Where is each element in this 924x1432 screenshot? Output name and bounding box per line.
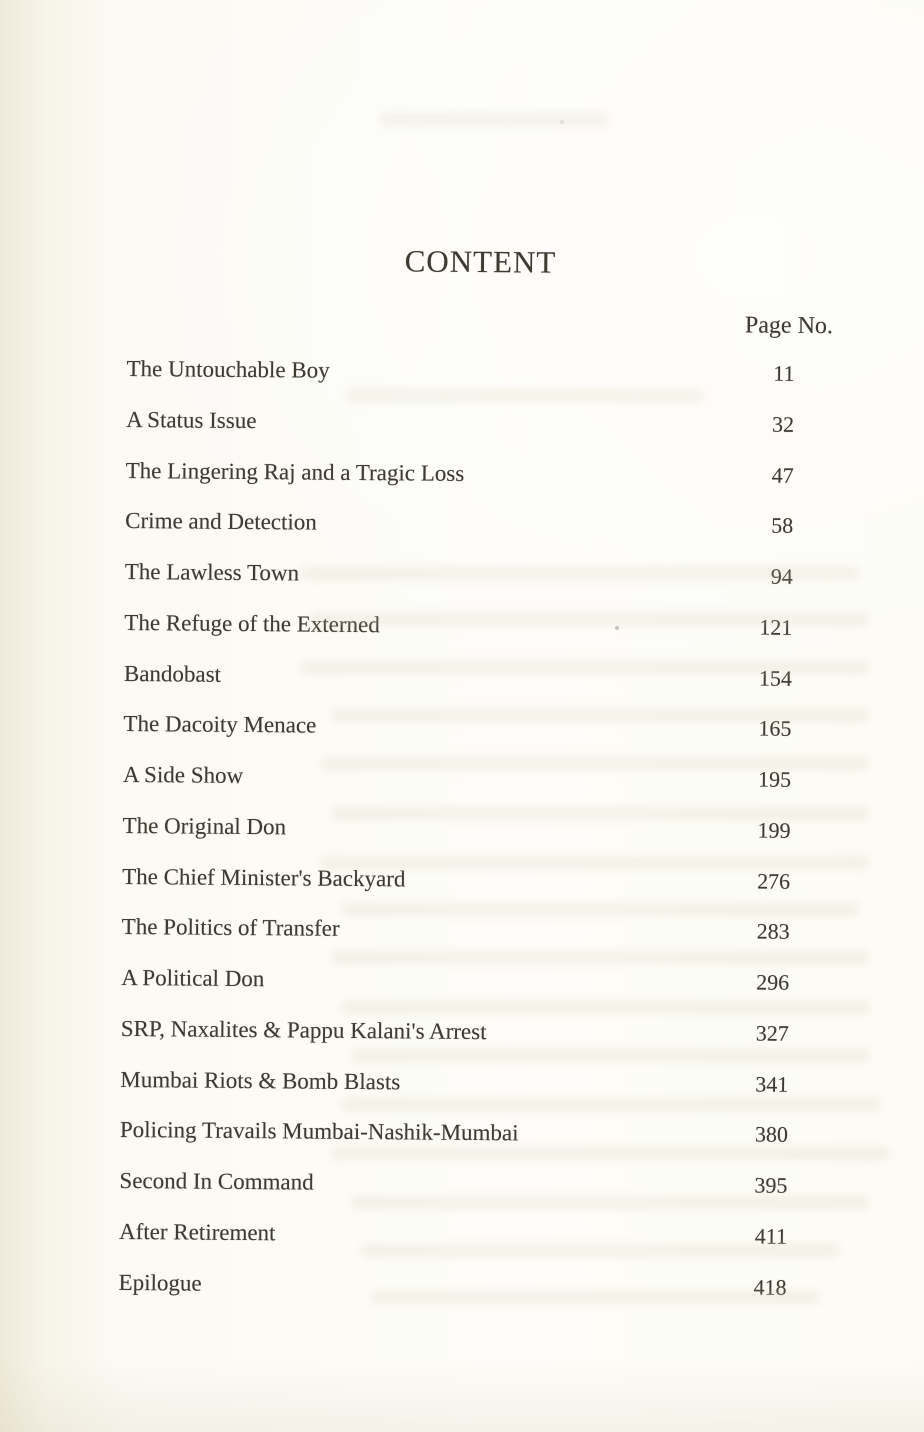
chapter-page-number: 154: [758, 665, 793, 691]
toc-entry: [124, 659, 830, 716]
chapter-title: The Original Don: [122, 812, 287, 840]
chapter-title: A Status Issue: [126, 406, 257, 433]
chapter-page-number: 327: [755, 1020, 789, 1046]
chapter-page-number: 411: [754, 1223, 788, 1249]
chapter-page-number: 283: [756, 918, 790, 945]
toc-entry: [124, 609, 830, 666]
toc-entry: [121, 913, 827, 970]
chapter-page-number: 11: [773, 360, 795, 386]
chapter-page-number: 380: [754, 1121, 789, 1148]
page-title: CONTENT: [404, 243, 557, 280]
chapter-title: A Political Don: [121, 964, 265, 992]
chapter-page-number: 395: [754, 1172, 788, 1198]
chapter-page-number: 341: [755, 1070, 789, 1097]
toc-entry: [124, 558, 830, 615]
chapter-title: The Politics of Transfer: [121, 914, 340, 942]
chapter-title: A Side Show: [122, 761, 244, 789]
toc-entry: [123, 710, 829, 767]
chapter-title: The Refuge of the Externed: [124, 609, 380, 637]
chapter-title: The Lawless Town: [124, 558, 300, 586]
toc-list: [118, 355, 832, 1325]
chapter-title: SRP, Naxalites & Pappu Kalani's Arrest: [120, 1015, 487, 1044]
chapter-title: The Untouchable Boy: [126, 355, 330, 383]
toc-entry: [119, 1167, 825, 1224]
chapter-title: Crime and Detection: [125, 508, 317, 535]
toc-entry: [120, 1065, 826, 1122]
toc-entry: [120, 1015, 826, 1072]
chapter-page-number: 276: [757, 867, 791, 894]
chapter-title: The Dacoity Menace: [123, 711, 317, 738]
toc-entry: [125, 507, 831, 564]
chapter-page-number: 296: [756, 969, 790, 995]
toc-entry: [120, 1116, 826, 1173]
toc-entry: [121, 964, 827, 1021]
chapter-page-number: 195: [757, 766, 792, 792]
toc-entry: [122, 812, 828, 869]
chapter-page-number: 165: [758, 715, 792, 742]
toc-entry: [126, 355, 832, 412]
toc-entry: [122, 862, 828, 919]
chapter-page-number: 32: [772, 411, 795, 437]
chapter-title: The Chief Minister's Backyard: [122, 863, 406, 891]
chapter-title: Epilogue: [118, 1269, 202, 1296]
chapter-title: Policing Travails Mumbai-Nashik-Mumbai: [119, 1117, 519, 1146]
toc-entry: [118, 1268, 824, 1325]
chapter-page-number: 199: [757, 817, 791, 843]
chapter-page-number: 418: [753, 1273, 787, 1300]
toc-entry: [119, 1218, 825, 1275]
toc-entry: [123, 761, 829, 818]
chapter-title: The Lingering Raj and a Tragic Loss: [125, 457, 465, 486]
toc-entry: [126, 406, 832, 463]
chapter-title: After Retirement: [118, 1218, 276, 1246]
chapter-title: Second In Command: [119, 1167, 314, 1195]
chapter-title: Mumbai Riots & Bomb Blasts: [120, 1066, 401, 1094]
chapter-title: Bandobast: [123, 660, 222, 687]
toc-entry: [125, 456, 831, 513]
chapter-page-number: 47: [771, 462, 794, 488]
page-number-column-header: Page No.: [744, 312, 834, 340]
chapter-page-number: 58: [771, 512, 794, 539]
chapter-page-number: 94: [770, 563, 793, 589]
chapter-page-number: 121: [759, 614, 793, 640]
